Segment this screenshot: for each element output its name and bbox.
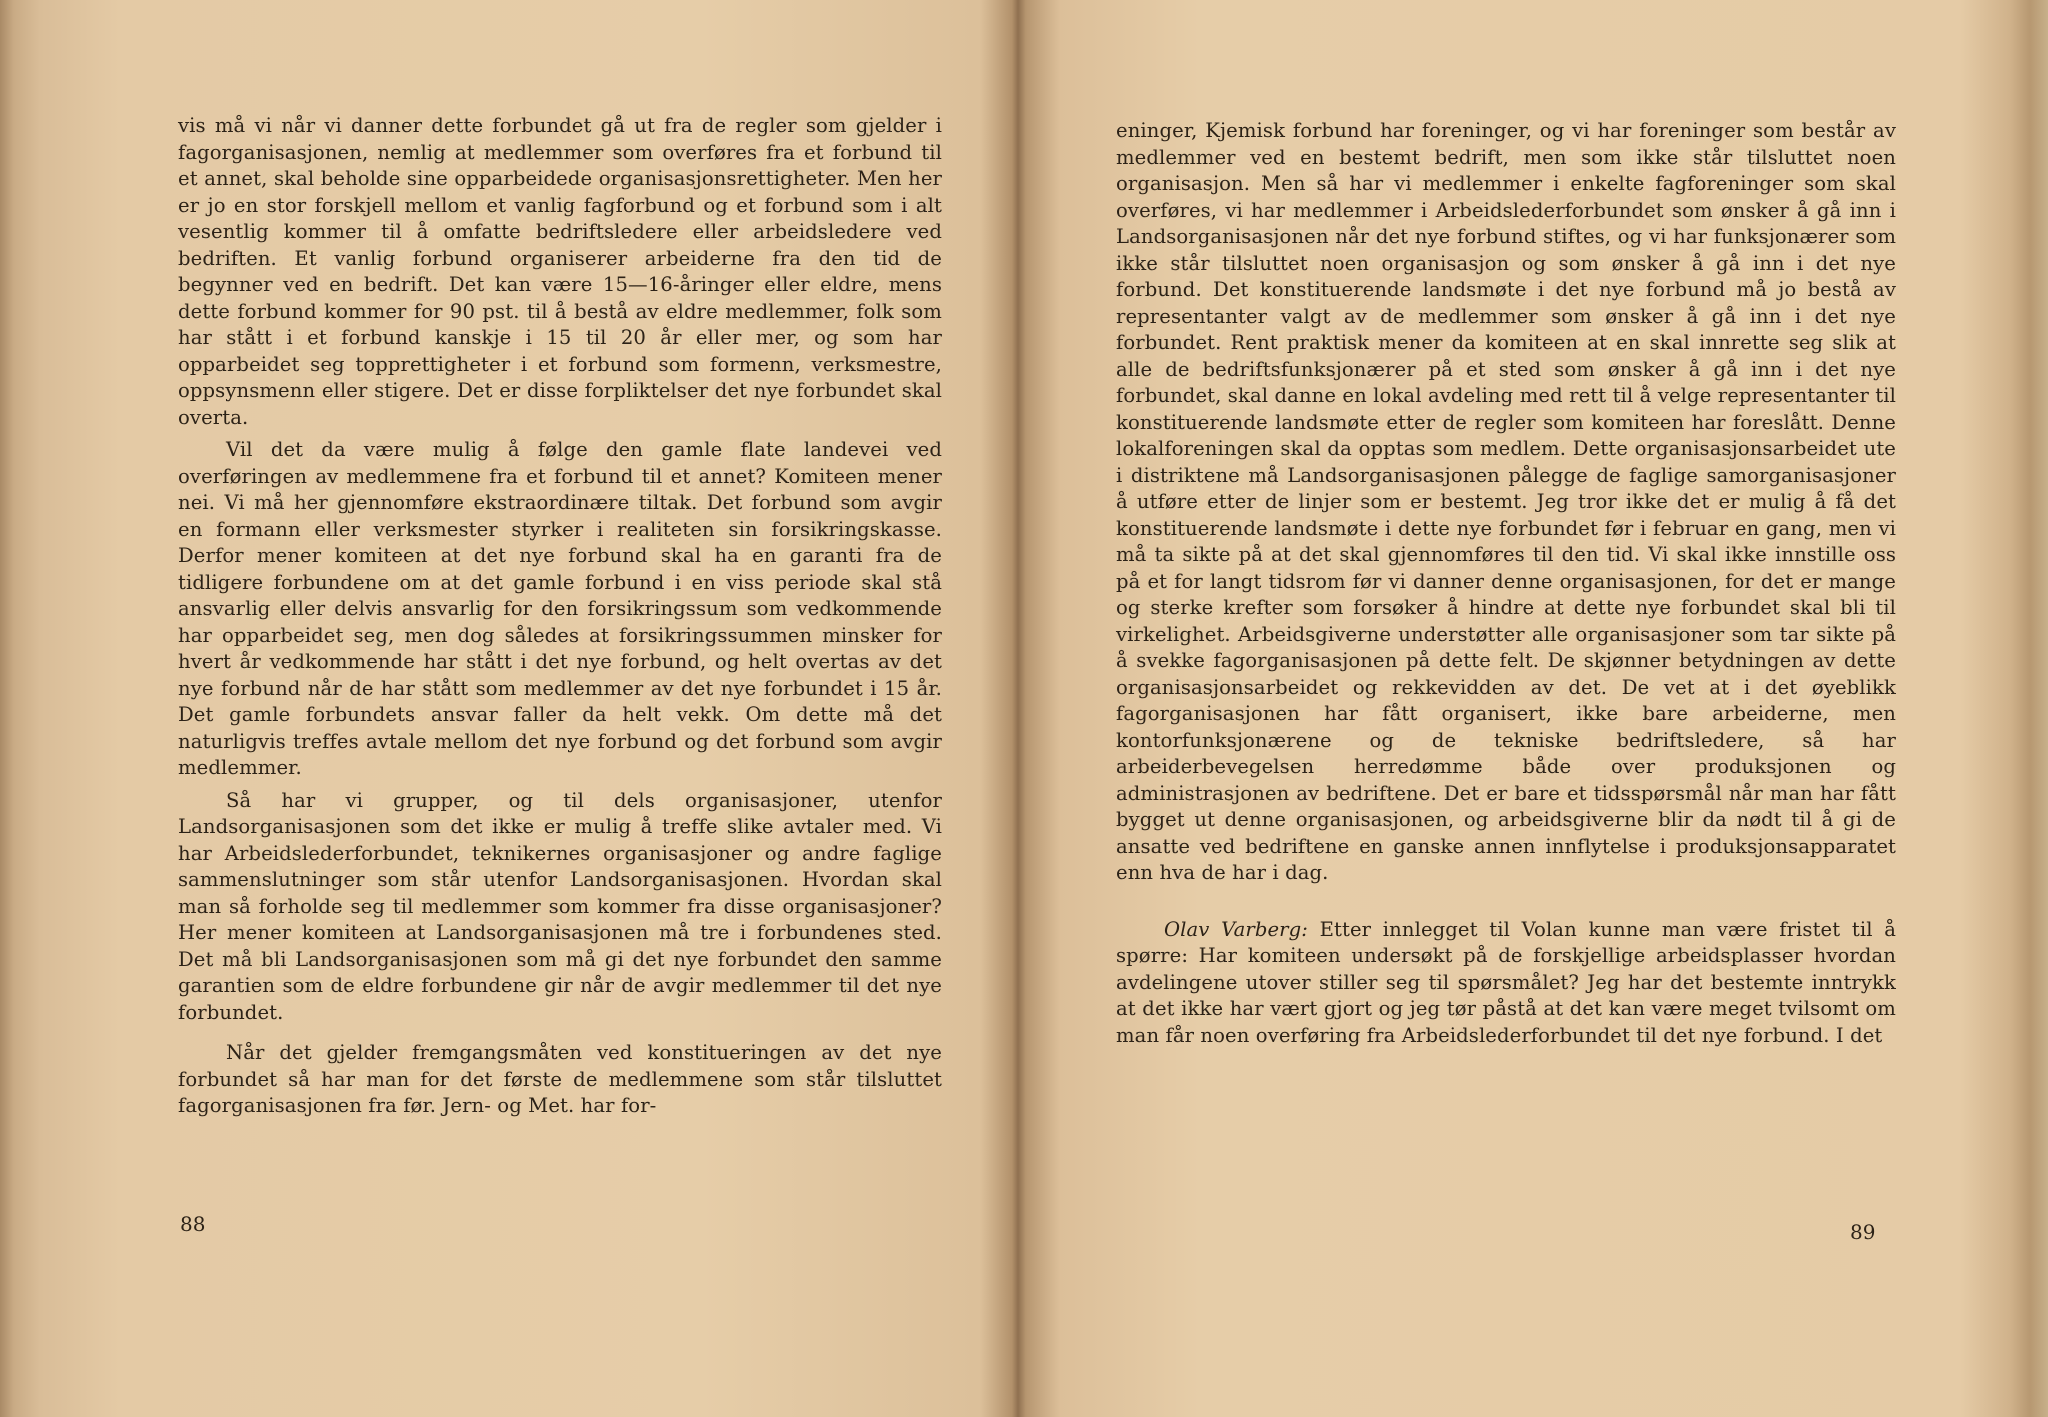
left-page-text xyxy=(178,113,942,1120)
right-page-text xyxy=(1116,118,1896,1049)
page-number: 88 xyxy=(180,1212,206,1236)
speaker-paragraph xyxy=(1116,917,1896,1050)
speaker-name: Olav Varberg: xyxy=(1164,917,1308,941)
left-page xyxy=(0,0,1016,1417)
paragraph: Vil det da være mulig å følge den gamle flate landevei ved overføringen av medlemmene fra et forbund til et annet? Komiteen mener nei. Vi må her gjennomføre ekstraordinære tiltak. Det forbund som avgir en formann eller verksmester styrker i realiteten sin forsikringskasse. Derfor mener komiteen at det nye forbund skal ha en garanti fra de tidligere forbundene om at det gamle forbund i en viss periode skal stå ansvarlig eller delvis ansvarlig for den forsikringssum som vedkommende har opparbeidet seg, men dog således at forsikringssummen minsker for hvert år vedkommende har stått i det nye forbund, og helt overtas av det nye forbund når de har stått som medlemmer av det nye forbundet i 15 år. Det gamle forbundets ansvar faller da helt vekk. Om dette må det naturligvis treffes avtale mellom det nye forbund og det forbund som avgir medlemmer. xyxy=(178,438,942,779)
paragraph: vis må vi når vi danner dette forbundet gå ut fra de regler som gjelder i fagorganisasjonen, nemlig at medlemmer som overføres fra et forbund til et annet, skal beholde sine opparbeidede organisasjonsrettigheter. Men her er jo en stor forskjell mellom et vanlig fagforbund og et forbund som i alt vesentlig kommer til å omfatte bedriftsledere eller arbeidsledere ved bedriften. Et vanlig forbund organiserer arbeiderne fra den tid de begynner ved en bedrift. Det kan være 15—16-åringer eller eldre, mens dette forbund kommer for 90 pst. til å bestå av eldre medlemmer, folk som har stått i et forbund kanskje i 15 til 20 år eller mer, og som har opparbeidet seg topprettigheter i et forbund som formenn, verksmestre, oppsynsmenn eller stigere. Det er disse forpliktelser det nye forbundet skal overta. xyxy=(178,114,942,429)
right-page xyxy=(1020,0,2048,1417)
page-number: 89 xyxy=(1850,1220,1876,1244)
speaker-text: Etter innlegget til Volan kunne man være fristet til å spørre: Har komiteen undersøkt på de forskjellige arbeidsplasser hvordan avdelingene utover stiller seg til spørsmålet? Jeg har det bestemte inntrykk at det ikke har vært gjort og jeg tør påstå at det kan være meget tvilsomt om man får noen overføring fra Arbeidslederforbundet til det nye forbund. I det xyxy=(1116,917,1896,1047)
paragraph: Så har vi grupper, og til dels organisasjoner, utenfor Landsorganisasjonen som det ikke er mulig å treffe slike avtaler med. Vi har Arbeidslederforbundet, teknikernes organisasjoner og andre faglige sammenslutninger som står utenfor Landsorganisasjonen. Hvordan skal man så forholde seg til medlemmer som kommer fra disse organisasjoner? Her mener komiteen at Landsorganisasjonen må tre i forbundenes sted. Det må bli Landsorganisasjonen som må gi det nye forbundet den samme garantien som de eldre forbundene gir når de avgir medlemmer til det nye forbundet. xyxy=(178,788,942,1024)
paragraph: eninger, Kjemisk forbund har foreninger, og vi har foreninger som består av medlemmer ved en bestemt bedrift, men som ikke står tilsluttet noen organisasjon. Men så har vi medlemmer i enkelte fagforeninger som skal overføres, vi har medlemmer i Arbeidslederforbundet som ønsker å gå inn i Landsorganisasjonen når det nye forbund stiftes, og vi har funksjonærer som ikke står tilsluttet noen organisasjon og som ønsker å gå inn i det nye forbund. Det konstituerende landsmøte i det nye forbund må jo bestå av representanter valgt av de medlemmer som ønsker å gå inn i det nye forbundet. Rent praktisk mener da komiteen at en skal innrette seg slik at alle de bedriftsfunksjonærer på et sted som ønsker å gå inn i det nye forbundet, skal danne en lokal avdeling med rett til å velge representanter til konstituerende landsmøte etter de regler som komiteen har foreslått. Denne lokalforeningen skal da opptas som medlem. Dette organisasjonsarbeidet ute i distriktene må Landsorganisasjonen pålegge de faglige samorganisasjoner å utføre etter de linjer som er bestemt. Jeg tror ikke det er mulig å få det konstituerende landsmøte i dette nye forbundet før i februar en gang, men vi må ta sikte på at det skal gjennomføres til den tid. Vi skal ikke innstille oss på et for langt tidsrom før vi danner denne organisasjonen, for det er mange og sterke krefter som forsøker å hindre at dette nye forbundet skal bli til virkelighet. Arbeidsgiverne understøtter alle organisasjoner som tar sikte på å svekke fagorganisasjonen på dette felt. De skjønner betydningen av dette organisasjonsarbeidet og rekkevidden av det. De vet at i det øyeblikk fagorganisasjonen har fått organisert, ikke bare arbeiderne, men kontorfunksjonærene og de tekniske bedriftsledere, så har arbeiderbevegelsen herredømme både over produksjonen og administrasjonen av bedriftene. Det er bare et tidsspørsmål når man har fått bygget ut denne organisasjonen, og arbeidsgiverne blir da nødt til å gi de ansatte ved bedriftene en ganske annen innflytelse i produksjonsapparatet enn hva de har i dag. xyxy=(1116,119,1896,884)
paragraph: Når det gjelder fremgangsmåten ved konstitueringen av det nye forbundet så har man for det første de medlemmene som står tilsluttet fagorganisasjonen fra før. Jern- og Met. har for- xyxy=(178,1041,942,1117)
